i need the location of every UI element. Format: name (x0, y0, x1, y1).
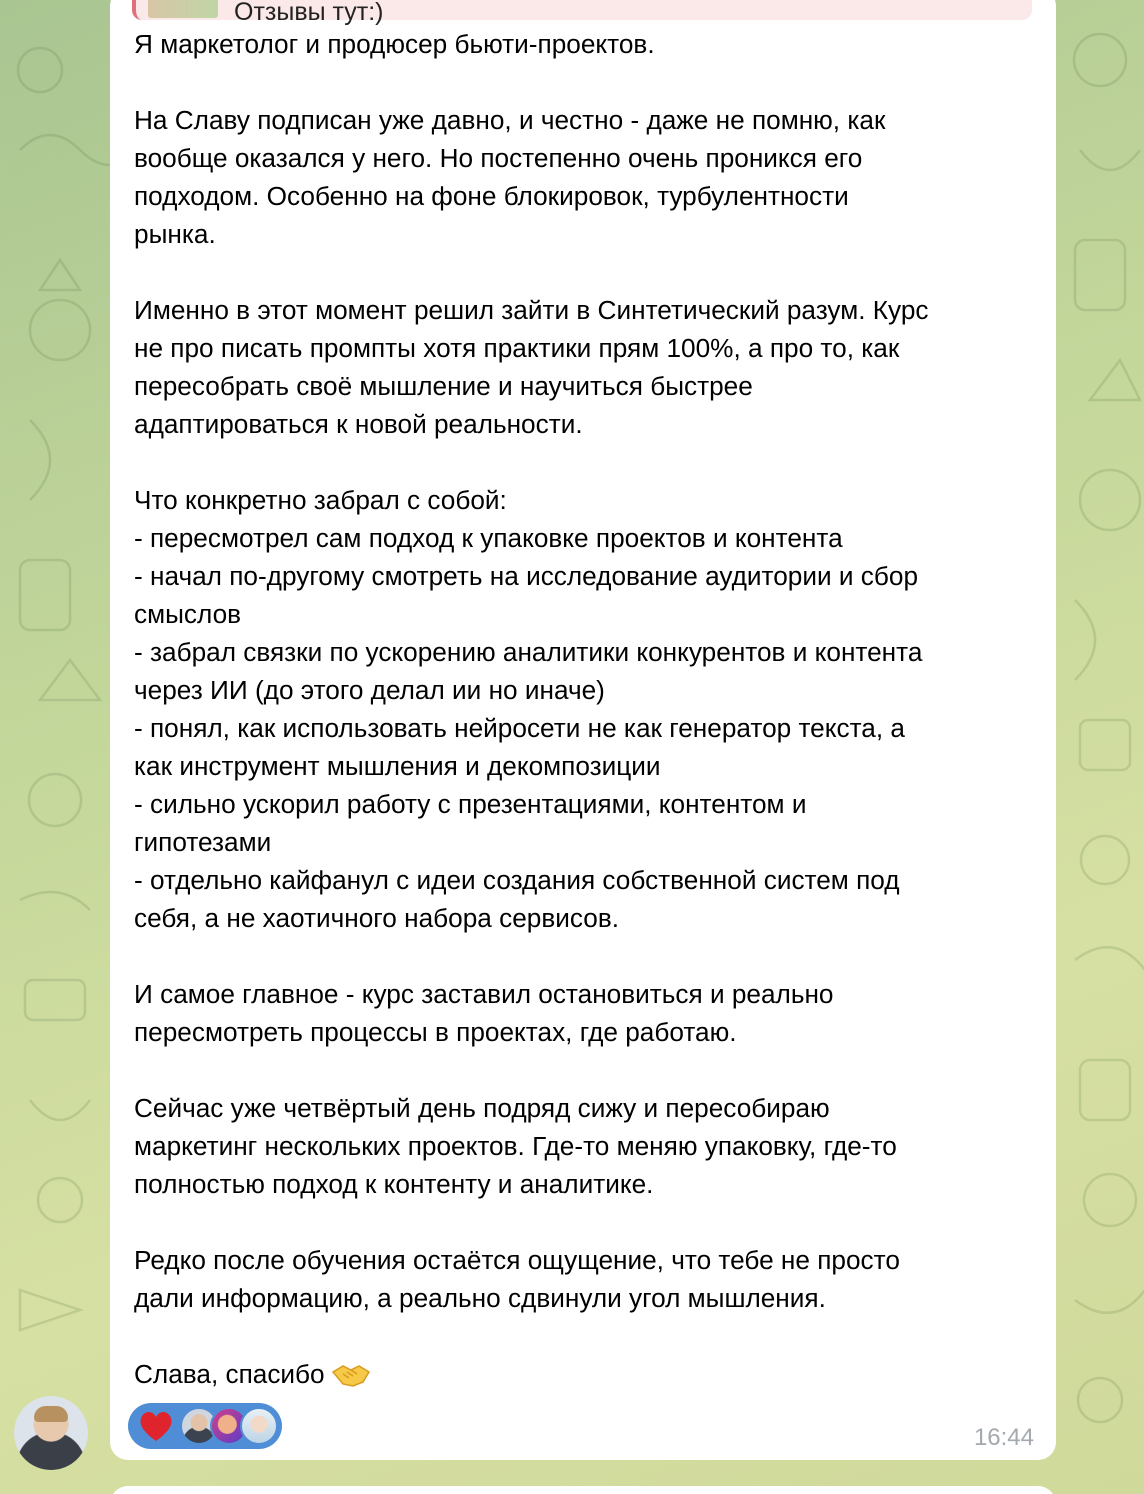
reply-text: Отзывы тут:) (234, 0, 384, 26)
message-paragraph: Сейчас уже четвёртый день подряд сижу и пересобираю маркетинг нескольких проектов. Где-то меняю упаковку, где-то полностью подход к контенту и аналитике. (134, 1093, 897, 1199)
message-time: 16:44 (973, 1424, 1034, 1451)
reactor-avatar (240, 1407, 278, 1445)
message-paragraph: На Славу подписан уже давно, и честно - даже не помню, как вообще оказался у него. Но постепенно очень проникся его подходом. Особенно на фоне блокировок, турбулентности рынка. (134, 105, 886, 249)
sender-avatar[interactable] (14, 1396, 88, 1470)
message-closing (134, 1355, 1039, 1393)
message-text (134, 25, 1039, 1393)
reply-preview[interactable] (132, 0, 1032, 26)
reaction-pill[interactable] (128, 1403, 282, 1449)
message-paragraph: Именно в этот момент решил зайти в Синтетический разум. Курс не про писать промпты хотя практики прям 100%, а про то, как пересобрать своё мышление и научиться быстрее адаптироваться к новой реальности. (134, 295, 929, 439)
message-paragraph: Редко после обучения остаётся ощущение, что тебе не просто дали информацию, а реально сдвинули угол мышления. (134, 1245, 900, 1313)
avatar-hair (34, 1406, 68, 1422)
message-paragraph: Что конкретно забрал с собой: - пересмотрел сам подход к упаковке проектов и контента - начал по-другому смотреть на исследование аудитории и сбор смыслов - забрал связки по ускорению аналитики конкурентов и контента через ИИ (до этого делал ии но иначе) - понял, как использовать нейросети не как генератор текста, а как инструмент мышления и декомпозиции - сильно ускорил работу с презентациями, контентом и гипотезами - отдельно кайфанул с идеи создания собственной систем под себя, а не хаотичного набора сервисов. (134, 485, 923, 933)
next-message-bubble[interactable] (110, 1486, 1056, 1494)
closing-text: Слава, спасибо (134, 1359, 325, 1389)
message-paragraph: И самое главное - курс заставил остановиться и реально пересмотреть процессы в проектах, где работаю. (134, 979, 834, 1047)
message-paragraph: Я маркетолог и продюсер бьюти-проектов. (134, 29, 655, 59)
heart-icon (138, 1409, 174, 1443)
reply-thumbnail (148, 0, 218, 18)
handshake-icon (331, 1360, 371, 1388)
